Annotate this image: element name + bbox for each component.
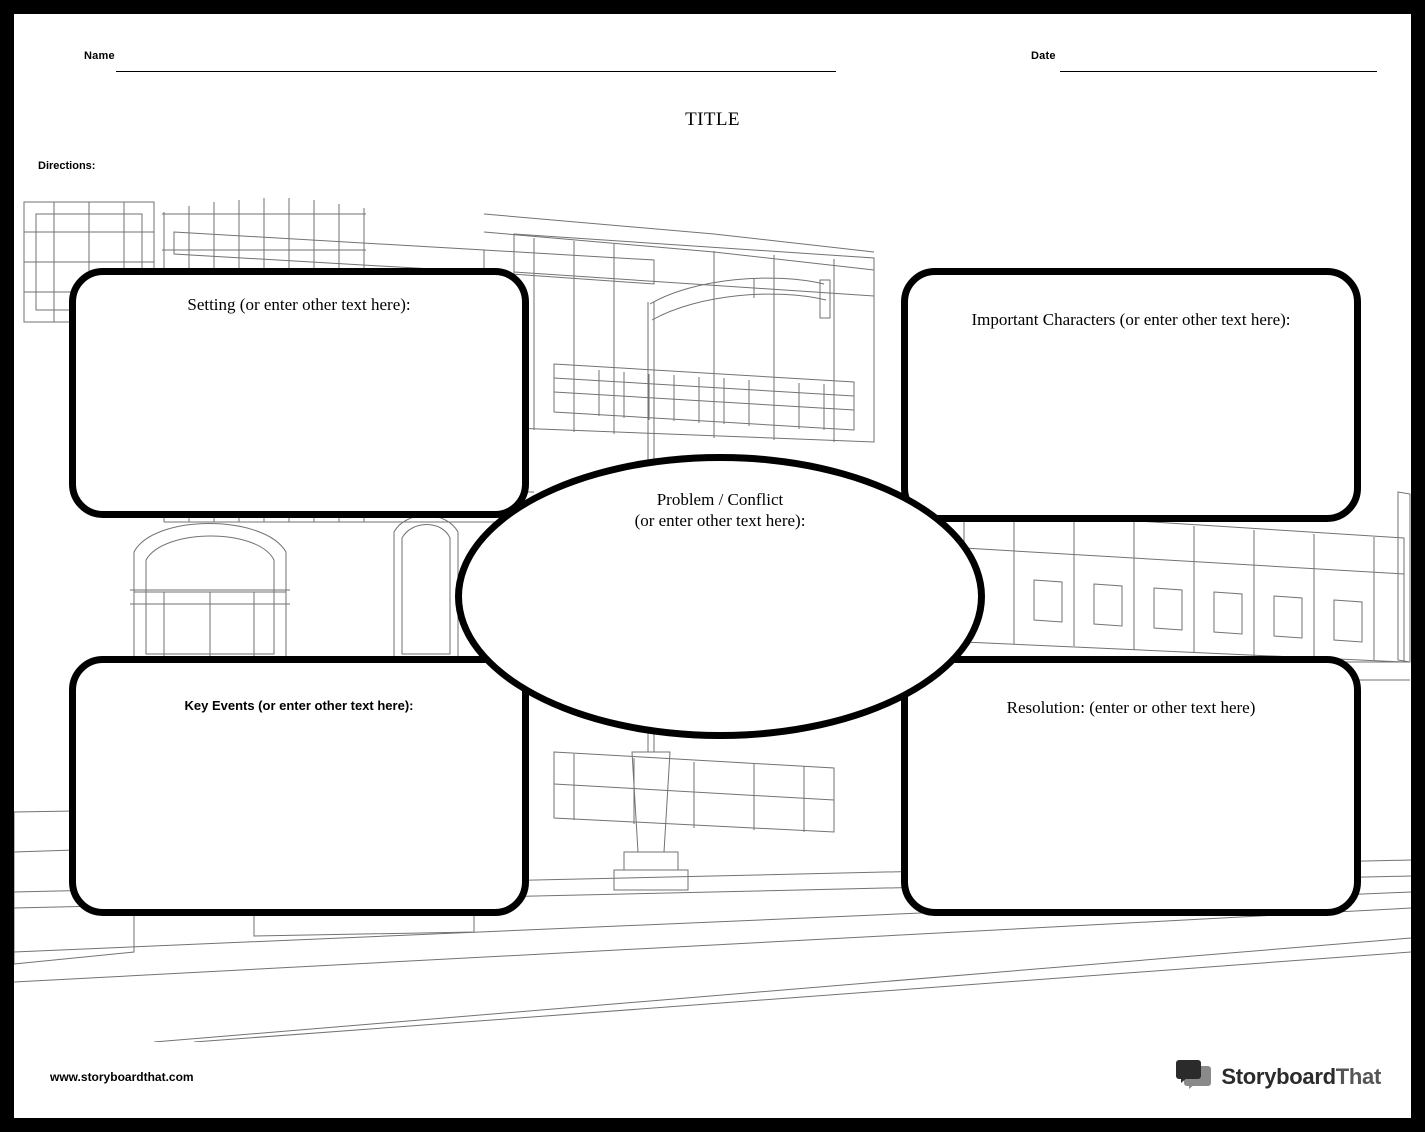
key-events-label: Key Events (or enter other text here): [184,698,414,713]
footer-url[interactable]: www.storyboardthat.com [50,1070,194,1084]
storyboardthat-logo [1175,1059,1381,1094]
name-label: Name [84,50,115,62]
page-title[interactable]: TITLE [685,109,740,130]
key-events-box[interactable] [69,656,529,916]
resolution-label: Resolution: (enter or other text here) [1006,698,1256,717]
setting-box[interactable] [69,268,529,518]
brand-text [1221,1064,1381,1090]
problem-conflict-oval[interactable] [455,454,985,739]
speech-bubble-icon [1175,1059,1213,1094]
brand-primary: Storyboard [1221,1063,1336,1089]
important-characters-label: Important Characters (or enter other text here): [971,310,1291,329]
important-characters-box[interactable] [901,268,1361,522]
name-input-line[interactable] [116,71,836,72]
problem-conflict-label: Problem / Conflict (or enter other text here): [634,490,806,531]
brand-secondary: That [1335,1063,1381,1089]
setting-label: Setting (or enter other text here): [187,295,411,314]
directions-label: Directions: [38,160,96,172]
resolution-box[interactable] [901,656,1361,916]
worksheet-page [14,14,1411,1118]
date-label: Date [1031,50,1056,62]
date-input-line[interactable] [1060,71,1377,72]
